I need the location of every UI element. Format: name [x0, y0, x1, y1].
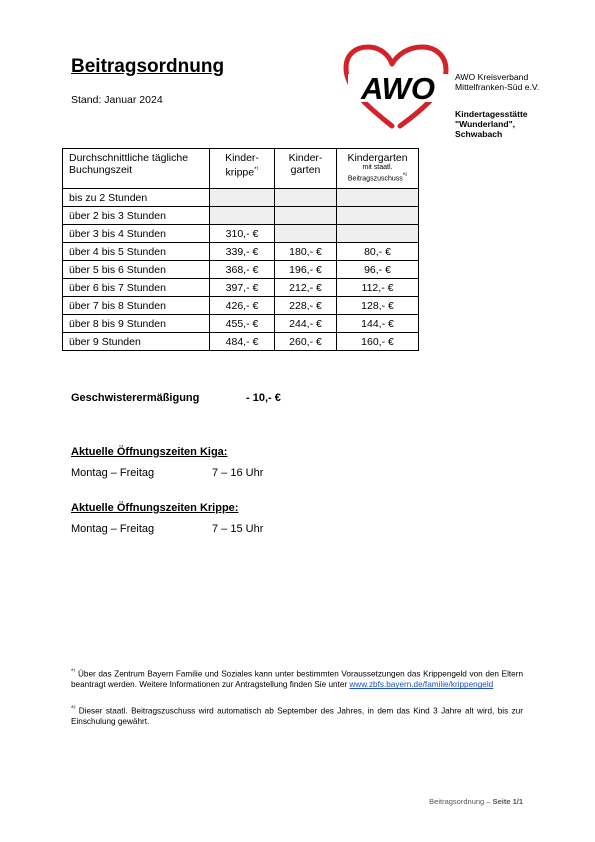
- page-title: Beitragsordnung: [71, 56, 225, 77]
- sibling-discount-label: Geschwisterermäßigung: [71, 392, 200, 404]
- fee-row: [63, 225, 419, 243]
- booking-time-cell: über 8 bis 9 Stunden: [63, 315, 210, 333]
- krippe-fee-cell: 368,- €: [210, 261, 275, 279]
- zuschuss-fee-cell: 128,- €: [337, 297, 419, 315]
- awo-logo: [342, 44, 450, 130]
- header-kindergarten: Kinder- garten: [275, 149, 337, 189]
- zuschuss-fee-cell: 96,- €: [337, 261, 419, 279]
- krippe-fee-cell: 426,- €: [210, 297, 275, 315]
- zuschuss-fee-cell: 144,- €: [337, 315, 419, 333]
- booking-time-cell: über 3 bis 4 Stunden: [63, 225, 210, 243]
- fee-table: [62, 148, 419, 351]
- page-number: Seite 1/1: [492, 797, 523, 806]
- booking-time-cell: über 4 bis 5 Stunden: [63, 243, 210, 261]
- zuschuss-fee-cell: 160,- €: [337, 333, 419, 351]
- kindergarten-fee-cell: 212,- €: [275, 279, 337, 297]
- org-region: Mittelfranken-Süd e.V.: [455, 82, 540, 92]
- krippe-fee-cell: 397,- €: [210, 279, 275, 297]
- booking-time-cell: bis zu 2 Stunden: [63, 189, 210, 207]
- stand-date: Stand: Januar 2024: [71, 94, 163, 106]
- kiga-hours-title: Aktuelle Öffnungszeiten Kiga:: [71, 446, 228, 458]
- zuschuss-fee-cell: 80,- €: [337, 243, 419, 261]
- kindergarten-fee-cell: 228,- €: [275, 297, 337, 315]
- fee-row: [63, 315, 419, 333]
- fee-row: [63, 207, 419, 225]
- kita-city: Schwabach: [455, 129, 503, 139]
- krippe-hours-days: Montag – Freitag: [71, 523, 155, 535]
- header-kindergarten-zuschuss: Kindergarten mit staatl. Beitragszuschuss$^{*^2}$: [337, 149, 419, 189]
- org-block: [455, 72, 539, 92]
- krippe-fee-cell: 339,- €: [210, 243, 275, 261]
- kindergarten-fee-cell: [275, 225, 337, 243]
- zuschuss-fee-cell: 112,- €: [337, 279, 419, 297]
- krippengeld-link[interactable]: www.zbfs.bayern.de/familie/krippengeld: [349, 680, 494, 690]
- fee-row: [63, 297, 419, 315]
- fee-row: [63, 189, 419, 207]
- header-krippe: Kinder- krippe$^{*^1}$: [210, 149, 275, 189]
- krippe-fee-cell: [210, 189, 275, 207]
- footnote-ref-1: *¹: [254, 167, 259, 173]
- krippe-fee-cell: [210, 207, 275, 225]
- kiga-hours-days: Montag – Freitag: [71, 467, 155, 479]
- kiga-hours-time: 7 – 16 Uhr: [212, 467, 264, 479]
- fee-row: [63, 279, 419, 297]
- page-footer: Beitragsordnung – Seite 1/1: [429, 797, 523, 806]
- zuschuss-fee-cell: [337, 189, 419, 207]
- kita-type: Kindertagesstätte: [455, 109, 528, 119]
- krippe-fee-cell: 484,- €: [210, 333, 275, 351]
- org-name: AWO Kreisverband: [455, 72, 529, 82]
- kita-block: [455, 109, 528, 139]
- kindergarten-fee-cell: 180,- €: [275, 243, 337, 261]
- footnote-ref-2: *²: [402, 173, 408, 179]
- krippe-hours-title: Aktuelle Öffnungszeiten Krippe:: [71, 502, 239, 514]
- sibling-discount-value: - 10,- €: [246, 392, 281, 404]
- krippe-hours-time: 7 – 15 Uhr: [212, 523, 264, 535]
- kindergarten-fee-cell: [275, 189, 337, 207]
- fee-row: [63, 243, 419, 261]
- zuschuss-fee-cell: [337, 225, 419, 243]
- kindergarten-fee-cell: 260,- €: [275, 333, 337, 351]
- kita-name: "Wunderland",: [455, 119, 516, 129]
- krippe-fee-cell: 310,- €: [210, 225, 275, 243]
- logo-text: AWO: [360, 71, 436, 106]
- fee-row: [63, 261, 419, 279]
- booking-time-cell: über 6 bis 7 Stunden: [63, 279, 210, 297]
- kindergarten-fee-cell: 196,- €: [275, 261, 337, 279]
- booking-time-cell: über 5 bis 6 Stunden: [63, 261, 210, 279]
- krippe-fee-cell: 455,- €: [210, 315, 275, 333]
- booking-time-cell: über 2 bis 3 Stunden: [63, 207, 210, 225]
- fee-row: [63, 333, 419, 351]
- header-booking-time: Durchschnittliche tägliche Buchungszeit: [63, 149, 210, 189]
- footnote-2: $^{*^2}$ Dieser staatl. Beitragszuschuss wird automatisch ab September des Jahres, in dem das Kind 3 Jahre alt wird, bis zur Einschulung gewährt.: [71, 706, 523, 727]
- booking-time-cell: über 9 Stunden: [63, 333, 210, 351]
- kindergarten-fee-cell: 244,- €: [275, 315, 337, 333]
- zuschuss-fee-cell: [337, 207, 419, 225]
- footnote-1: $^{*^1}$ Über das Zentrum Bayern Familie und Soziales kann unter bestimmten Voraussetzungen das Krippengeld von den Eltern beantragt werden. Weitere Informationen zur Antragstellung finden Sie unter www.zbfs.bayern.de/familie/krippengeld: [71, 669, 523, 690]
- fee-table-header: [63, 149, 419, 189]
- kindergarten-fee-cell: [275, 207, 337, 225]
- booking-time-cell: über 7 bis 8 Stunden: [63, 297, 210, 315]
